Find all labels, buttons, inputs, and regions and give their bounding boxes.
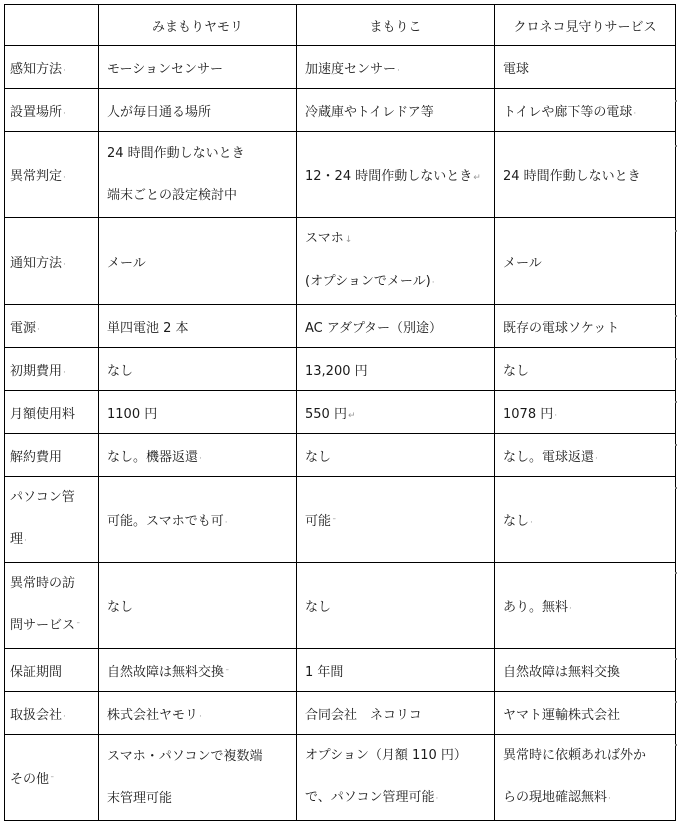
table-cell: メール	[495, 218, 676, 305]
table-row	[5, 391, 676, 434]
row-end-marker	[675, 744, 677, 746]
table-cell: 24 時間作動しないとき	[495, 132, 676, 218]
table-cell: 合同会社 ネコリコ	[297, 692, 495, 735]
row-label: 設置場所·	[5, 89, 99, 132]
table-cell: 可能。スマホでも可·	[99, 477, 297, 563]
document-page	[4, 4, 676, 821]
table-cell: オプション（月額 110 円） で、パソコン管理可能·	[297, 735, 495, 821]
header-row	[5, 5, 676, 46]
table-cell: 1100 円	[99, 391, 297, 434]
table-row	[5, 89, 676, 132]
row-end-marker	[675, 701, 677, 703]
table-row	[5, 692, 676, 735]
table-cell: トイレや廊下等の電球·	[495, 89, 676, 132]
table-cell: 自然故障は無料交換¯	[99, 649, 297, 692]
table-row	[5, 735, 676, 821]
table-row	[5, 649, 676, 692]
comparison-table	[4, 4, 676, 821]
row-label: 月額使用料	[5, 391, 99, 434]
table-cell: 可能¯	[297, 477, 495, 563]
table-row	[5, 218, 676, 305]
table-cell: 人が毎日通る場所	[99, 89, 297, 132]
table-cell: あり。無料·	[495, 563, 676, 649]
row-end-marker	[675, 100, 677, 102]
row-end-marker	[675, 315, 677, 317]
table-cell: なし	[99, 563, 297, 649]
table-cell: 冷蔵庫やトイレドア等	[297, 89, 495, 132]
row-end-marker	[675, 487, 677, 489]
column-header-yamori: みまもりヤモリ	[99, 5, 297, 46]
table-cell: 株式会社ヤモリ·	[99, 692, 297, 735]
column-header-kuroneko: クロネコ見守りサービス	[495, 5, 676, 46]
table-cell: 1 年間	[297, 649, 495, 692]
table-cell: 550 円↵	[297, 391, 495, 434]
table-cell: なし。機器返還·	[99, 434, 297, 477]
row-label: 保証期間	[5, 649, 99, 692]
table-cell: なし·	[495, 477, 676, 563]
table-cell: 13,200 円	[297, 348, 495, 391]
row-end-marker	[675, 145, 677, 147]
row-label: 感知方法·	[5, 46, 99, 89]
table-cell: 12・24 時間作動しないとき↵	[297, 132, 495, 218]
row-end-marker	[675, 658, 677, 660]
table-cell: なし。電球返還·	[495, 434, 676, 477]
table-cell: AC アダプター（別途）	[297, 305, 495, 348]
table-cell: スマホ↓ (オプションでメール)·	[297, 218, 495, 305]
table-row	[5, 477, 676, 563]
table-row	[5, 434, 676, 477]
table-cell: なし	[99, 348, 297, 391]
table-cell: 単四電池 2 本	[99, 305, 297, 348]
table-cell: なし	[297, 563, 495, 649]
table-row	[5, 563, 676, 649]
corner-cell	[5, 5, 99, 46]
row-label: 異常時の訪 問サービス¯	[5, 563, 99, 649]
row-end-marker	[675, 401, 677, 403]
table-cell: 既存の電球ソケット	[495, 305, 676, 348]
row-label: 異常判定·	[5, 132, 99, 218]
row-end-marker	[675, 358, 677, 360]
table-row	[5, 305, 676, 348]
table-cell: スマホ・パソコンで複数端 末管理可能	[99, 735, 297, 821]
row-label: 取扱会社·	[5, 692, 99, 735]
table-cell: なし	[495, 348, 676, 391]
row-label: 解約費用	[5, 434, 99, 477]
row-end-marker	[675, 230, 677, 232]
table-cell: 24 時間作動しないとき 端末ごとの設定検討中	[99, 132, 297, 218]
row-label: 電源·	[5, 305, 99, 348]
row-label: 通知方法·	[5, 218, 99, 305]
row-label: パソコン管 理·	[5, 477, 99, 563]
table-cell: ヤマト運輸株式会社	[495, 692, 676, 735]
table-row	[5, 46, 676, 89]
row-label: 初期費用·	[5, 348, 99, 391]
table-cell: モーションセンサー	[99, 46, 297, 89]
table-cell: 1078 円·	[495, 391, 676, 434]
table-cell: 自然故障は無料交換	[495, 649, 676, 692]
column-header-mamoriko: まもりこ	[297, 5, 495, 46]
row-label: その他¯	[5, 735, 99, 821]
row-end-marker	[675, 572, 677, 574]
table-row	[5, 132, 676, 218]
table-cell: メール	[99, 218, 297, 305]
table-cell: なし	[297, 434, 495, 477]
table-cell: 電球	[495, 46, 676, 89]
table-cell: 加速度センサー·	[297, 46, 495, 89]
row-end-marker	[675, 444, 677, 446]
table-row	[5, 348, 676, 391]
table-cell: 異常時に依頼あれば外か らの現地確認無料·	[495, 735, 676, 821]
